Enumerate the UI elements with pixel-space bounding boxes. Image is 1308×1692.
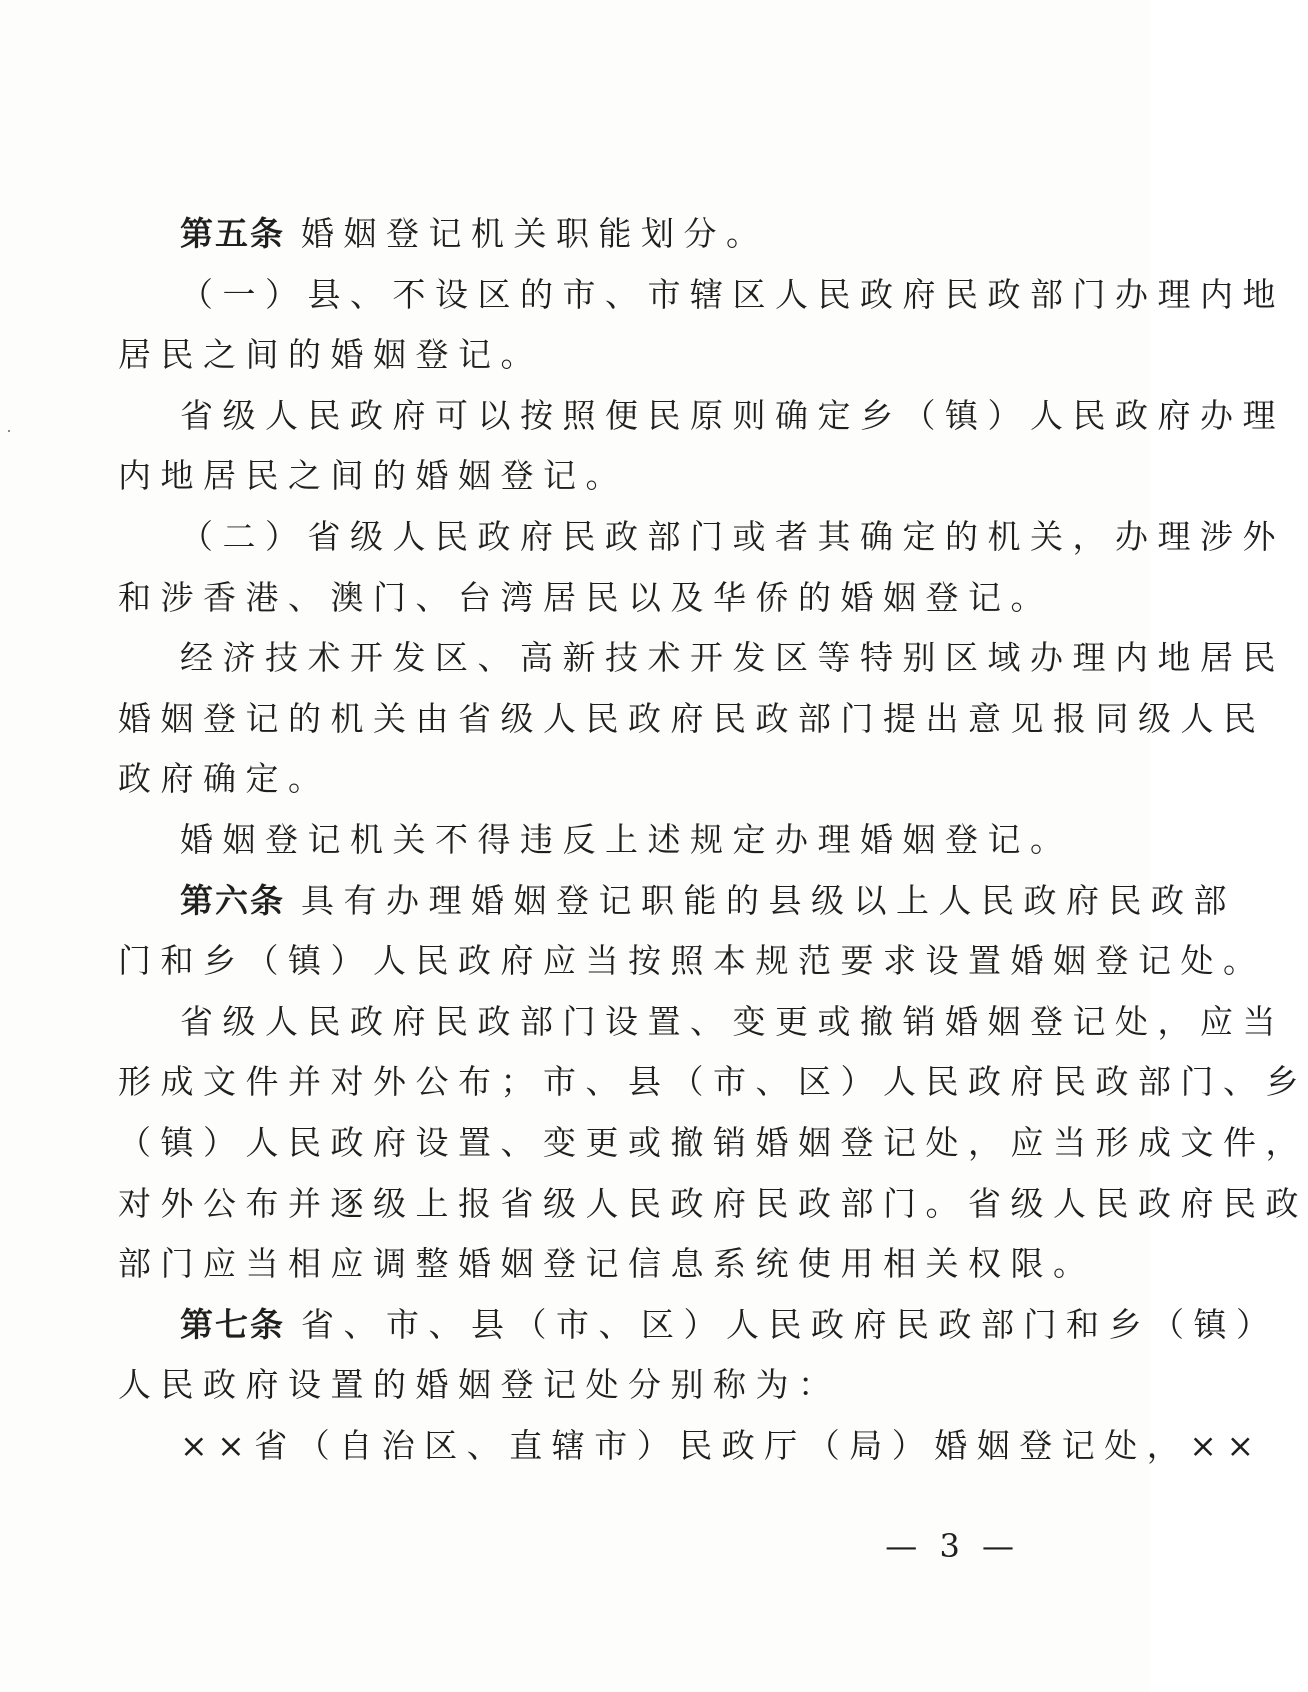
document-body [118, 204, 1308, 1476]
text-line [118, 1295, 1279, 1356]
text-line: 省级人民政府民政部门设置、变更或撤销婚姻登记处，应当 [180, 1001, 1285, 1041]
text-line: 对外公布并逐级上报省级人民政府民政部门。省级人民政府民政 [118, 1183, 1308, 1223]
article-number: 第五条 [180, 214, 285, 253]
article-number: 第七条 [180, 1304, 285, 1344]
text-line: ××省（自治区、直辖市）民政厅（局）婚姻登记处，×× [180, 1425, 1264, 1465]
text-line: 部门应当相应调整婚姻登记信息系统使用相关权限。 [118, 1244, 1096, 1284]
text-line: 政府确定。 [118, 759, 331, 799]
text-line: （二）省级人民政府民政部门或者其确定的机关，办理涉外 [180, 516, 1285, 556]
text-line: 形成文件并对外公布；市、县（市、区）人民政府民政部门、乡 [118, 1062, 1308, 1102]
text-line: 内地居民之间的婚姻登记。 [118, 456, 628, 496]
line-text: 具有办理婚姻登记职能的县级以上人民政府民政部 [301, 880, 1236, 920]
text-line: 人民政府设置的婚姻登记处分别称为： [118, 1365, 841, 1405]
text-line: 门和乡（镇）人民政府应当按照本规范要求设置婚姻登记处。 [118, 941, 1266, 981]
line-text: 婚姻登记机关职能划分。 [301, 214, 769, 253]
text-line: （镇）人民政府设置、变更或撤销婚姻登记处，应当形成文件， [118, 1122, 1308, 1162]
text-line [118, 204, 998, 265]
article-number: 第六条 [180, 880, 285, 920]
scan-speck [8, 430, 10, 432]
text-line: 婚姻登记机关不得违反上述规定办理婚姻登记。 [180, 819, 1073, 859]
text-line: 经济技术开发区、高新技术开发区等特别区域办理内地居民 [180, 638, 1285, 678]
text-line: 和涉香港、澳门、台湾居民以及华侨的婚姻登记。 [118, 577, 1053, 617]
text-line: 婚姻登记的机关由省级人民政府民政部门提出意见报同级人民 [118, 698, 1266, 738]
text-line: （一）县、不设区的市、市辖区人民政府民政部门办理内地 [180, 274, 1285, 314]
text-line [118, 871, 1236, 932]
page-number: — 3 — [885, 1527, 1020, 1565]
text-line: 省级人民政府可以按照便民原则确定乡（镇）人民政府办理 [180, 395, 1285, 435]
line-text: 省、市、县（市、区）人民政府民政部门和乡（镇） [301, 1304, 1279, 1344]
text-line: 居民之间的婚姻登记。 [118, 335, 543, 375]
